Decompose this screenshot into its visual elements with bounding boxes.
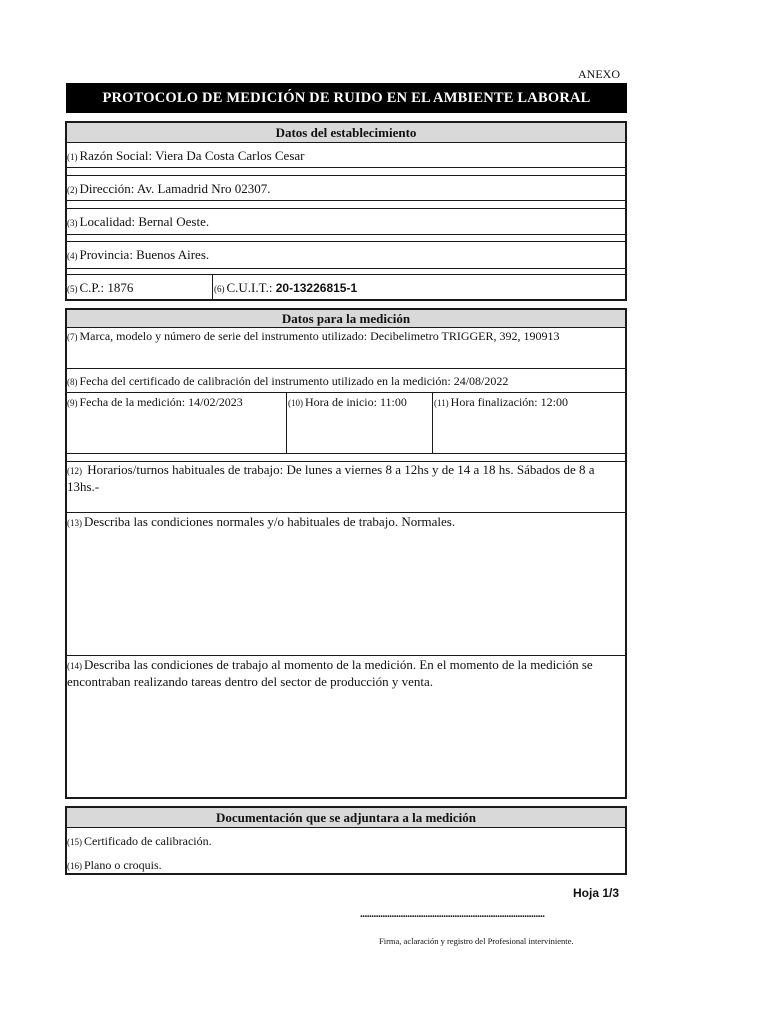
documentacion-item-text: Plano o croquis. bbox=[84, 858, 162, 872]
cuit-label: C.U.I.T.: bbox=[226, 280, 276, 295]
row-divider bbox=[67, 241, 625, 242]
page-title: PROTOCOLO DE MEDICIÓN DE RUIDO EN EL AMBIENTE LABORAL bbox=[66, 83, 627, 113]
field-number: (4) bbox=[67, 251, 78, 261]
col-divider bbox=[432, 392, 433, 453]
hora-fin-text: Hora finalización: 12:00 bbox=[450, 395, 568, 409]
field-number: (3) bbox=[67, 218, 78, 228]
instrumento-text: Marca, modelo y número de serie del instrumento utilizado: Decibelimetro TRIGGER, 392, 190913 bbox=[79, 329, 560, 343]
field-number: (6) bbox=[214, 284, 225, 294]
field-number: (14) bbox=[67, 661, 82, 671]
anexo-label: ANEXO bbox=[578, 67, 620, 81]
establecimiento-section bbox=[65, 121, 627, 301]
field-number: (5) bbox=[67, 284, 78, 294]
row-divider bbox=[67, 175, 625, 176]
cp-field bbox=[67, 280, 133, 296]
momento-text: Describa las condiciones de trabajo al momento de la medición. En el momento de la medición se encontraban realizando tareas dentro del sector de producción y venta. bbox=[67, 657, 593, 689]
hora-inicio-text: Hora de inicio: 11:00 bbox=[305, 395, 407, 409]
documentacion-item bbox=[67, 857, 162, 873]
field-number: (10) bbox=[288, 398, 303, 408]
horarios-text: Horarios/turnos habituales de trabajo: De lunes a viernes 8 a 12hs y de 14 a 18 hs. Sábados de 8 a 13hs.- bbox=[67, 462, 595, 494]
momento-field bbox=[67, 657, 607, 690]
establecimiento-header: Datos del establecimiento bbox=[67, 123, 625, 143]
field-number: (11) bbox=[434, 398, 449, 408]
signature-line: .................................................................................. bbox=[360, 908, 545, 920]
row-divider bbox=[67, 453, 625, 454]
row-divider bbox=[67, 655, 625, 656]
cuit-value: 20-13226815-1 bbox=[275, 281, 358, 295]
documentacion-item bbox=[67, 833, 212, 849]
cuit-field bbox=[214, 280, 357, 296]
medicion-header: Datos para la medición bbox=[67, 310, 625, 328]
row-divider bbox=[67, 200, 625, 201]
certificado-text: Fecha del certificado de calibración del instrumento utilizado en la medición: 24/08/2022 bbox=[79, 374, 509, 388]
field-number: (8) bbox=[67, 377, 78, 387]
field-number: (2) bbox=[67, 185, 78, 195]
medicion-section bbox=[65, 308, 627, 799]
documentacion-header: Documentación que se adjuntara a la medición bbox=[67, 808, 625, 828]
direccion-text: Dirección: Av. Lamadrid Nro 02307. bbox=[79, 181, 271, 196]
row-divider bbox=[67, 512, 625, 513]
signature-caption: Firma, aclaración y registro del Profesional interviniente. bbox=[379, 936, 574, 946]
row-divider bbox=[67, 368, 625, 369]
row-divider bbox=[67, 392, 625, 393]
field-number: (15) bbox=[67, 837, 82, 847]
hora-fin-field bbox=[434, 394, 568, 410]
field-number: (7) bbox=[67, 332, 78, 342]
localidad-text: Localidad: Bernal Oeste. bbox=[79, 214, 210, 229]
fecha-medicion-field bbox=[67, 394, 243, 410]
certificado-field bbox=[67, 373, 508, 389]
condiciones-field bbox=[67, 514, 455, 530]
documentacion-section bbox=[65, 806, 627, 875]
row-divider bbox=[67, 274, 625, 275]
row-divider bbox=[67, 234, 625, 235]
page-number: Hoja 1/3 bbox=[573, 886, 620, 900]
col-divider bbox=[286, 392, 287, 453]
horarios-field bbox=[67, 462, 607, 495]
documentacion-item-text: Certificado de calibración. bbox=[84, 834, 212, 848]
razon-social-text: Razón Social: Viera Da Costa Carlos Cesar bbox=[79, 148, 305, 163]
field-number: (1) bbox=[67, 152, 78, 162]
direccion-field bbox=[67, 181, 270, 197]
col-divider bbox=[212, 274, 213, 301]
row-divider bbox=[67, 167, 625, 168]
localidad-field bbox=[67, 214, 209, 230]
condiciones-text: Describa las condiciones normales y/o habituales de trabajo. Normales. bbox=[84, 514, 456, 529]
row-divider bbox=[67, 268, 625, 269]
field-number: (9) bbox=[67, 398, 78, 408]
provincia-text: Provincia: Buenos Aires. bbox=[79, 247, 210, 262]
row-divider bbox=[67, 208, 625, 209]
field-number: (16) bbox=[67, 861, 82, 871]
fecha-medicion-text: Fecha de la medición: 14/02/2023 bbox=[79, 395, 243, 409]
razon-social-field bbox=[67, 148, 304, 164]
hora-inicio-field bbox=[288, 394, 407, 410]
provincia-field bbox=[67, 247, 209, 263]
cp-text: C.P.: 1876 bbox=[79, 280, 134, 295]
field-number: (13) bbox=[67, 518, 82, 528]
instrumento-field bbox=[67, 328, 625, 344]
field-number: (12) bbox=[67, 466, 82, 476]
